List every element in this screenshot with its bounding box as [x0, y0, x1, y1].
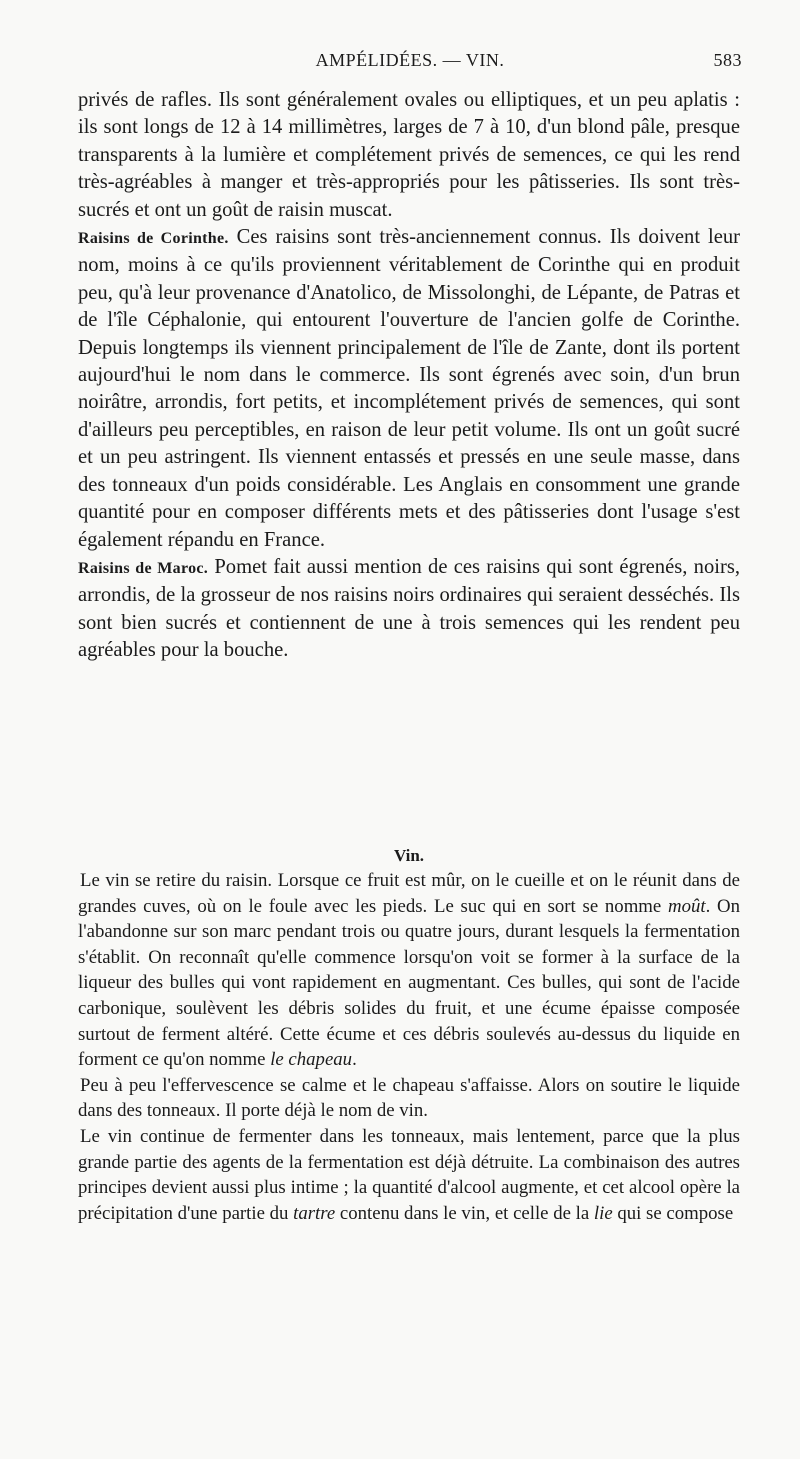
- paragraph-text: Le vin continue de fermenter dans les tonneaux, mais lentement, parce que la plus grande partie des agents de la fermentation est déjà détruite. La combinaison des autres principes devient aussi plus intime ; la quantité d'alcool augmente, et cet alcool opère la précipitation d'une partie du: [78, 1125, 740, 1224]
- paragraph-text: privés de rafles. Ils sont généralement ovales ou elliptiques, et un peu aplatis : ils sont longs de 12 à 14 millimètres, larges de 7 à 10, d'un blond pâle, presque transparents à la lumière et complétement privés de semences, ce qui les rend très-agréables à manger et très-appropriés pour les pâtisseries. Ils sont très-sucrés et ont un goût de raisin muscat.: [78, 89, 740, 221]
- term-lie: lie: [593, 1202, 613, 1224]
- term-chapeau: le chapeau: [270, 1049, 353, 1071]
- paragraph-fermentation: [78, 1124, 740, 1226]
- paragraph-text: qui se compose: [612, 1202, 734, 1224]
- lower-text-block: [78, 868, 740, 1226]
- page-header: [78, 50, 742, 78]
- paragraph-text: Le vin se retire du raisin. Lorsque ce fruit est mûr, on le cueille et on le réunit dans de grandes cuves, où on le foule avec les pieds. Le suc qui en sort se nomme: [78, 870, 740, 917]
- term-tartre: tartre: [293, 1202, 336, 1224]
- paragraph-sultana-raisins: [78, 87, 740, 224]
- paragraph-text: .: [352, 1049, 357, 1071]
- paragraph-maroc: [78, 554, 740, 665]
- paragraph-corinthe: [78, 224, 740, 554]
- paragraph-text: contenu dans le vin, et celle de la: [335, 1202, 594, 1224]
- paragraph-text: Ces raisins sont très-anciennement connus. Ils doivent leur nom, moins à ce qu'ils proviennent véritablement de Corinthe qui en produit peu, qu'à leur provenance d'Anatolico, de Missolonghi, de Lépante, de Patras et de l'île Céphalonie, qui entourent l'ouverture de l'ancien golfe de Corinthe. Depuis longtemps ils viennent principalement de l'île de Zante, dont ils portent aujourd'hui le nom dans le commerce. Ils sont égrenés avec soin, d'un brun noirâtre, arrondis, fort petits, et incomplétement privés de semences, qui sont d'ailleurs peu perceptibles, en raison de leur petit volume. Ils ont un goût sucré et un peu astringent. Ils viennent entassés et pressés en une seule masse, dans des tonneaux d'un poids considérable. Les Anglais en consomment une grande quantité pour en composer différents mets et des pâtisseries dont l'usage s'est également répandu en France.: [78, 226, 740, 551]
- paragraph-text: Peu à peu l'effervescence se calme et le chapeau s'affaisse. Alors on soutire le liquide dans des tonneaux. Il porte déjà le nom de vin.: [78, 1074, 740, 1122]
- run-in-heading-corinthe: Raisins de Corinthe.: [78, 230, 229, 248]
- section-heading-vin: Vin.: [393, 846, 425, 865]
- running-head: AMPÉLIDÉES. — VIN.: [315, 50, 505, 70]
- run-in-heading-maroc: Raisins de Maroc.: [78, 559, 209, 577]
- paragraph-text: . On l'abandonne sur son marc pendant trois ou quatre jours, durant lesquels la fermentation s'établit. On reconnaît qu'elle commence lorsqu'on voit se former à la surface de la liqueur des bulles qui vont rapidement en augmentant. Ces bulles, qui sont de l'acide carbonique, soulèvent les débris solides du fruit, et une écume épaisse composée surtout de ferment altéré. Cette écume et ces débris soulevés au-dessus du liquide en forment ce qu'on nomme: [78, 895, 740, 1071]
- upper-text-block: [78, 87, 740, 665]
- paragraph-effervescence: [78, 1073, 740, 1124]
- term-mout: moût: [668, 895, 706, 917]
- paragraph-wine-making: [78, 868, 740, 1073]
- paragraph-text: Pomet fait aussi mention de ces raisins qui sont égrenés, noirs, arrondis, de la grosseur de nos raisins noirs ordinaires qui seraient desséchés. Ils sont bien sucrés et contiennent de une à trois semences qui les rendent peu agréables pour la bouche.: [78, 555, 740, 662]
- page-number: 583: [713, 50, 742, 70]
